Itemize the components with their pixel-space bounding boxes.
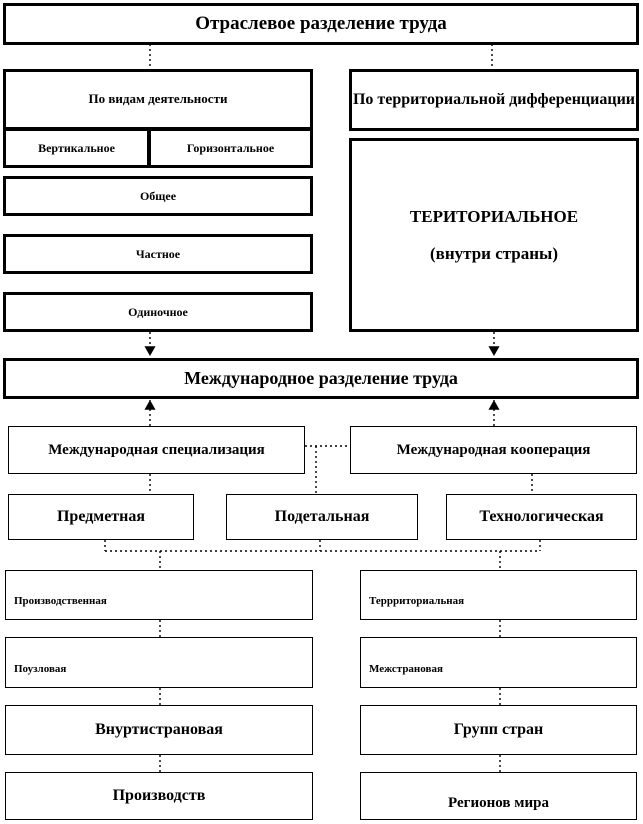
by-activity-title: По видам деятельности: [3, 69, 313, 130]
type-technological: Технологическая: [446, 494, 637, 540]
cooperation-box: Международная кооперация: [350, 426, 637, 474]
territorial-box-line1: ТЕРИТОРИАЛЬНОЕ: [409, 206, 579, 226]
single-box: Одиночное: [3, 292, 313, 332]
left-column-item: Поузловая: [5, 637, 313, 688]
top-title: Отраслевое разделение труда: [3, 3, 639, 45]
left-column-item: Внуртистрановая: [5, 705, 313, 755]
horizontal-box: Горизонтальное: [148, 128, 313, 168]
territorial-box-line2: (внутри страны): [430, 244, 558, 263]
specialization-box: Международная специализация: [8, 426, 305, 474]
general-box: Общее: [3, 176, 313, 216]
territorial-header: По территориальной дифференциации: [349, 69, 639, 131]
type-detail: Подетальная: [226, 494, 418, 540]
right-column-item: Регионов мира: [360, 772, 637, 820]
right-column-item: Террриториальная: [360, 570, 637, 620]
territorial-box: [349, 138, 639, 332]
international-title: Международное разделение труда: [3, 358, 639, 399]
right-column-item: Групп стран: [360, 705, 637, 755]
particular-box: Частное: [3, 234, 313, 274]
left-column-item: Производств: [5, 772, 313, 820]
right-column-item: Межстрановая: [360, 637, 637, 688]
vertical-box: Вертикальное: [3, 128, 150, 168]
left-column-item: Производственная: [5, 570, 313, 620]
type-subject: Предметная: [8, 494, 194, 540]
